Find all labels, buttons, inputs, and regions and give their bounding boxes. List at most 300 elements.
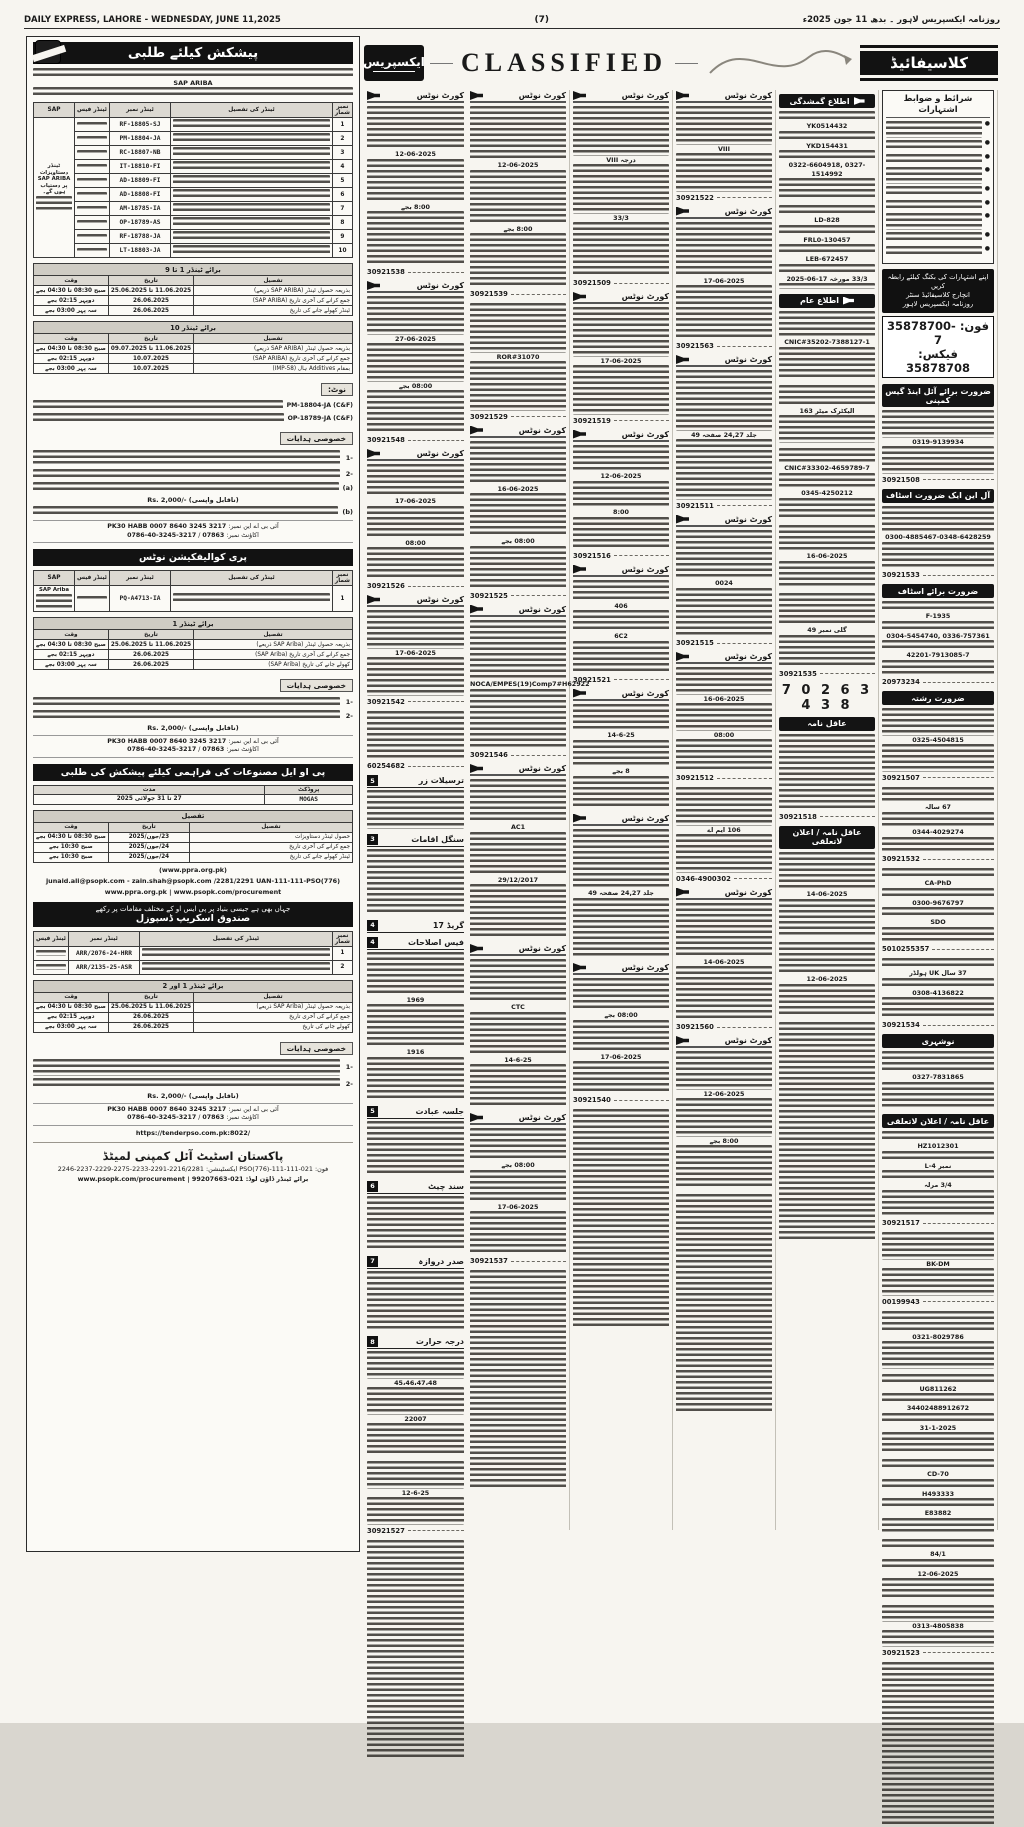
schedule-row [34,852,353,862]
ad-id: 30921534 [882,1021,920,1029]
court-notice-label: کورٹ نوٹس [724,652,772,661]
ad-highlight-text: 16-06-2025 [497,484,539,493]
side-note-code: SAP Ariba [38,587,70,593]
links-line: www.ppra.org.pk | www.psopk.com/procurement [104,887,282,896]
sim-text [886,140,982,151]
ad-id-line [882,1298,994,1306]
sim-text [882,1662,994,1827]
ad-highlight-text: 08:00 بجے [604,1011,638,1019]
sim-text [367,390,464,434]
ad-id-rule [511,416,566,417]
sim-text [882,1459,994,1470]
court-notice-ad [676,207,772,351]
court-notice-header [470,1113,566,1125]
ad-id: 30921533 [882,571,920,579]
ad-id-rule [408,272,464,273]
ad-id-line [779,670,875,678]
court-notice-header [470,426,566,438]
megaphone-icon [676,888,689,897]
sim-text [36,594,72,611]
ad-id-rule [614,679,669,680]
sim-text [573,106,669,156]
sim-text [573,1061,669,1094]
ad-id-line [676,1023,772,1031]
megaphone-icon [573,689,586,698]
court-notice-header [676,355,772,367]
ad-id-rule [923,1301,994,1302]
tender-number-cell: AD-18808-FI [110,188,171,202]
sim-text [779,593,875,626]
sim-text [77,178,107,184]
ad-id-line [573,552,669,560]
tender-number-cell: RF-18788-JA [110,230,171,244]
ad-id: 30921540 [573,1096,611,1104]
sim-text [367,1057,464,1101]
serial-cell: 3 [332,146,352,160]
schedule-date: 11.06.2025 تا 09.07.2025 [108,344,193,354]
sim-text [573,740,669,768]
sim-text [470,1270,566,1490]
schedule-desc: کھولے جانے کی تاریخ (SAP Ariba) [194,660,353,670]
classified-ad [779,385,875,443]
dateline-urdu: روزنامہ ایکسپریس لاہور ۔ بدھ 11 جون 2025ء [802,15,1000,25]
ad-highlight-text: 12-06-2025 [806,975,848,983]
court-notice-header [573,91,669,103]
ad-id: 30921537 [470,1257,508,1265]
court-notice-ad [676,888,772,1032]
ad-id-line [470,413,566,421]
ad-id: 30921535 [779,669,817,678]
classified-ad [882,1232,994,1306]
sim-text [882,1630,994,1647]
sim-text [676,1194,772,1414]
sim-text [882,888,994,899]
court-notice-ad [470,944,566,1108]
category-number-icon: 7 [367,1256,378,1267]
sim-text [882,1559,994,1570]
ad-highlight-text: VIII درجہ [606,155,636,164]
ad-highlight-text: نمبر 4-L [924,1161,952,1170]
ad-highlight-text: 27-06-2025 [395,334,436,343]
sim-text [470,1211,566,1255]
court-notice-label: کورٹ نوٹس [724,91,772,100]
sim-text [882,1413,994,1424]
ad-id: 30921515 [676,639,714,647]
section-banner [882,584,994,598]
court-notice-header [573,963,669,975]
sim-text [779,415,875,443]
ad-id: 30921509 [573,279,611,287]
category-header [367,1256,464,1269]
court-notice-header [470,944,566,956]
ad-id: 30921525 [470,591,508,600]
schedule-desc: بذریعہ حصول ٹینڈر (SAP ARIBA ذریعے) [194,286,353,296]
court-notice-header [573,814,669,826]
tender-number-cell: ARR/2135-25-ASR [69,960,140,974]
category-header [367,1181,464,1194]
classified-ad [367,1540,464,1760]
court-notice-label: کورٹ نوٹس [416,91,464,100]
sim-text [779,385,875,407]
ad-id-rule [717,197,772,198]
schedule-desc: حصول ٹینڈر دستاویزات [189,832,352,842]
terms-bullet-row [886,232,990,243]
contact-phones: فون: 35878700-7 فیکس: 35878708 [882,316,994,378]
schedule-date: 26.06.2025 [108,650,193,660]
schedule-desc: جمع کرانے کی آخری تاریخ (SAP ARIBA) [194,354,353,364]
sim-text [882,542,994,570]
bullet-icon: ● [984,198,990,206]
sim-text [573,704,669,732]
sim-text [882,660,994,677]
ad-id: 00199943 [882,1297,920,1306]
col-fee: ٹینڈر فیس [75,103,110,118]
schedule-date: 26.06.2025 [108,306,193,316]
court-notice-label: کورٹ نوٹس [416,281,464,290]
category-header [367,1106,464,1119]
court-notice-label: کورٹ نوٹس [621,564,669,574]
sim-text [882,1605,994,1622]
sim-text [470,493,566,537]
ad-id-line [367,1527,464,1535]
ad-highlight-text: 14-6-25 [504,1055,532,1064]
sim-text [779,498,875,520]
ad-id-rule [923,1223,994,1224]
court-notice-label: کورٹ نوٹس [416,449,464,458]
schedule-date: 26.06.2025 [108,1022,193,1032]
court-notice-header [676,652,772,664]
ad-highlight-text: CNIC#35202-7388127-1 [784,338,870,346]
sim-text [367,343,464,382]
sim-text [779,984,875,1017]
court-notice-label: کورٹ نوٹس [518,604,566,614]
classified-ad [779,942,875,1017]
classified-ad [779,448,875,520]
ad-id: 30921527 [367,1526,405,1535]
tender-number-cell: IT-18810-FI [110,160,171,174]
ad-id-line [882,945,994,953]
ad-id-line [882,571,994,579]
classified-ad [367,790,464,829]
schedule-time: دوپہر 02:15 بجے [34,1012,109,1022]
court-notice-header [676,91,772,103]
ad-id-line [367,268,464,276]
tender-advertisement: پیشکش کیلئے طلبی SAP ARIBA نمبر شمار ٹینڈر کی تفصیل ٹینڈر نمبر ٹینڈر فیس SAP 1 RF-18805-SJ ٹینڈر دستاویزات SAP ARIBA پر دستیاب ہوں گے۔ 2 PM-18804-JA 3 RC-18807-NB 4 IT-18810-FI 5 AD-18809-FI 6 AD-18808-FI 7 AM-18785-IA 8 OP-18789-AS 9 RF-18788-JA 10 LT-18803-JA برائے ٹینڈر 1 تا 9 تفصیل تاریخ وقت بذریعہ حصول ٹینڈر (SAP ARIBA ذریعے) 11.06.2025 تا 25.06.2025 صبح 08:30 تا 04:30 بجے جمع کرانے کی آخری تاریخ (SAP ARIBA) 26.06.2025 دوپہر 02:15 بجے ٹینڈر کھولے جانے کی تاریخ 26.06.2025 سہ پہر 03:00 بجے برائے ٹینڈر 10 تفصیل تاریخ وقت بذریعہ حصول ٹینڈر (SAP ARIBA ذریعے) 11.06.2025 تا 09.07.2025 صبح 08:30 تا 04:30 بجے جمع کرانے کی آخری تاریخ (SAP ARIBA) 10.07.2025 دوپہر 02:15 بجے بمقام Additives ہال (IMP-58) 10.07.2025 سہ پہر 03:00 بجے نوٹ: PM-18804-JA (C&F) OP-18789-JA (C&F) خصوصی ہدایات -1 -2 (a) Rs. 2,000/- (ناقابل واپسی) (b) آئی بی اے این نمبر: PK30 HABB 0007 8640 3245 3217 اکاؤنٹ نمبر: 0786-40-3245-3217 / 07863 پری کوالیفکیشن نوٹس نمبر شمار ٹینڈر کی تفصیل ٹینڈر نمبر ٹینڈر فیس SAP 1 PQ-A4713-IA SAP Ariba برائے ٹینڈر 1 تفصیل تاریخ وقت بذریعہ حصول ٹینڈر (SAP Ariba ذریعے) 11.06.2025 تا 25.06.2025 صبح 08:30 تا 04:30 بجے جمع کرانے کی آخری تاریخ (SAP Ariba) 26.06.2025 دوپہر 02:15 بجے کھولے جانے کی تاریخ (SAP Ariba) 26.06.2025 سہ پہر 03:00 بجے خصوصی ہدایات -1 -2 Rs. 2,000/- (ناقابل واپسی) آئی بی اے این نمبر: PK30 HABB 0007 8640 3245 3217 اکاؤنٹ نمبر: 0786-40-3245-3217 / 07863 پی او ایل مصنوعات کی فراہمی کیلئے پیشکش کی طلبی پروڈکٹ مدت MOGAS 27 تا 31 جولائی 2025 تفصیل تفصیل تاریخ وقت حصول ٹینڈر دستاویزات 23/جون/2025 صبح 08:30 تا 04:30 بجے جمع کرانے کی آخری تاریخ 24/جون/2025 صبح 10:30 بجے ٹینڈر کھولے جانے کی تاریخ 24/جون/2025 صبح 10:30 بجے (www.ppra.org.pk) junaid.ali@psopk.com - zain.shah@psopk.com /2281/2291 UAN-111-111-PSO(776) www.ppra.org.pk | www.psopk.com/procurement جہاں بھی ہے جیسی بنیاد پر پی ایس او کے مختلف مقامات پر رکھے صندوق اسکریپ ڈسپوزل نمبر شمار ٹینڈر کی تفصیل ٹینڈر نمبر ٹینڈر فیس 1 ARR/2076-24-HRR 2 ARR/2135-25-ASR برائے ٹینڈر 1 اور 2 تفصیل تاریخ وقت بذریعہ حصول ٹینڈر (SAP Ariba ذریعے) 11.06.2025 تا 25.06.2025 صبح 08:30 تا 04:30 بجے جمع کرانے کی آخری تاریخ 26.06.2025 دوپہر 02:15 بجے کھولے جانے کی تاریخ 26.06.2025 سہ پہر 03:00 بجے خصوصی ہدایات -1 -2 Rs. 2,000/- (ناقابل واپسی) آئی بی اے این نمبر: PK30 HABB 0007 8640 3245 3217 اکاؤنٹ نمبر: 0786-40-3245-3217 / 07863 https://tenderpso.com.pk:8022/ پاکستان اسٹیٹ آئل کمپنی لمیٹڈ فون: 021-111-111-PSO(776) ایکسٹینشن: 2216/2281-2291-2233-2275-2229-2237-2246 www.psopk.com/procurement | برائے ٹینڈر ڈاؤن لوڈ: 021-99207663 [26,36,360,1552]
sim-text [882,1170,994,1181]
category-number-icon: 6 [367,1181,378,1192]
schedule-preq: برائے ٹینڈر 1 تفصیل تاریخ وقت بذریعہ حصول ٹینڈر (SAP Ariba ذریعے) 11.06.2025 تا 25.06.2025 صبح 08:30 تا 04:30 بجے جمع کرانے کی آخری تاریخ (SAP Ariba) 26.06.2025 دوپہر 02:15 بجے کھولے جانے کی تاریخ (SAP Ariba) 26.06.2025 سہ پہر 03:00 بجے [33,617,353,670]
megaphone-icon [470,764,483,773]
sim-text [882,1232,994,1260]
ad-highlight-text: SDO [930,918,946,926]
ad-id-line [676,342,772,350]
scrap-table: نمبر شمار ٹینڈر کی تفصیل ٹینڈر نمبر ٹینڈر فیس 1 ARR/2076-24-HRR 2 ARR/2135-25-ASR [33,931,353,975]
sim-text [886,154,982,165]
ad-highlight-text: UG811262 [919,1384,957,1393]
sim-text [882,1432,994,1454]
sim-text [470,620,566,681]
schedule-time: سہ پہر 03:00 بجے [34,306,109,316]
ad-id-line [676,639,772,647]
schedule-tenders-1-9: برائے ٹینڈر 1 تا 9 تفصیل تاریخ وقت بذریعہ حصول ٹینڈر (SAP ARIBA ذریعے) 11.06.2025 تا 25.06.2025 صبح 08:30 تا 04:30 بجے جمع کرانے کی آخری تاریخ (SAP ARIBA) 26.06.2025 دوپہر 02:15 بجے ٹینڈر کھولے جانے کی تاریخ 26.06.2025 سہ پہر 03:00 بجے [33,263,353,316]
sim-text [173,119,330,130]
ad-highlight-text: 0308-4136822 [912,988,964,997]
court-notice-label: کورٹ نوٹس [518,425,566,435]
schedule-desc: بذریعہ حصول ٹینڈر (SAP Ariba ذریعے) [194,1002,353,1012]
sim-text [882,927,994,944]
megaphone-icon [367,595,380,604]
pol-banner: پی او ایل مصنوعات کی فراہمی کیلئے پیشکش کی طلبی [33,764,353,781]
ad-id: 30921542 [367,697,405,706]
ad-id-rule [923,575,994,576]
classified-column [673,90,776,1530]
sim-text [676,1098,772,1137]
sim-text [779,178,875,200]
serial-cell: 10 [332,244,352,258]
ad-id-rule [734,878,772,879]
sim-text [676,703,772,731]
booking-contact-box: اپنے اشتہارات کی بکنگ کیلئے رابطہ کریں انچارج کلاسیفائیڈ سنٹر روزنامہ ایکسپریس لاہور [882,269,994,313]
schedule-desc: جمع کرانے کی آخری تاریخ (SAP ARIBA) [194,296,353,306]
ad-highlight-text: 0322-6604918, 0327-1514992 [788,161,866,178]
court-notice-label: کورٹ نوٹس [621,292,669,301]
ad-highlight-text: 6C2 [614,632,628,640]
schedule-row [34,354,353,364]
category-title: صدر دروازہ [418,1256,464,1266]
description-cell [171,216,333,230]
megaphone-icon [676,652,689,661]
schedule-time: صبح 10:30 بجے [34,852,109,862]
sim-text [367,1540,464,1760]
ad-highlight-text: 84/1 [930,1550,946,1558]
sim-text [573,898,669,959]
section-banner-label: اطلاع عام [800,296,839,305]
sim-text [779,225,875,236]
sim-text [77,220,107,226]
ad-id-rule [923,682,994,683]
section-banner-label: عاقل نامہ / اعلان لاتعلقی [886,1116,990,1126]
bullet-icon: ● [984,212,990,219]
sim-text [882,1518,994,1535]
table-row [34,118,353,132]
sim-text [173,147,330,158]
serial-cell: 1 [332,586,352,612]
schedule-row [34,650,353,660]
section-banner [882,1114,994,1128]
sim-text [470,884,566,939]
ad-highlight-text: 17-06-2025 [395,648,436,657]
category-header [367,1336,464,1349]
ad-id-rule [511,294,566,295]
sim-text [470,1012,566,1056]
description-cell [171,586,333,612]
court-notice-label: کورٹ نوٹس [724,1036,772,1045]
schedule-date: 26.06.2025 [108,296,193,306]
schedule-time: صبح 08:30 تا 04:30 بجے [34,286,109,296]
section-banner-label: ضرورت برائے آئل اینڈ گیس کمپنی [885,386,991,405]
ad-highlight-text: 12-06-2025 [395,150,436,158]
sim-text [77,234,107,240]
ad-id: 30921508 [882,475,920,484]
sim-text [367,1196,464,1251]
ad-highlight-text: ROR#31070 [496,352,540,361]
ad-highlight-text: 406 [614,601,628,610]
fee-cell [75,132,110,146]
ad-highlight-text: 08:00 بجے [501,537,535,545]
sim-text [36,196,72,213]
megaphone-icon [676,355,689,364]
megaphone-icon [367,449,380,458]
sim-text [779,150,875,161]
sim-text [882,997,994,1019]
sim-text [573,1020,669,1053]
ad-id-rule [614,1100,669,1101]
fax-number: 35878708 [905,361,970,375]
sim-text [779,525,875,553]
ad-id-line [882,1649,994,1657]
schedule-desc: جمع کرانے کی آخری تاریخ (SAP Ariba) [194,650,353,660]
court-notice-ad [676,355,772,510]
sim-text [676,222,772,277]
megaphone-icon [676,207,689,216]
ad-highlight-text: 42201-7913085-7 [906,651,970,659]
description-cell [171,118,333,132]
sim-text [367,790,464,829]
description-cell [171,174,333,188]
sim-text [173,189,330,200]
ad-highlight-text: 45،46،47،48 [394,1378,437,1387]
ad-highlight-text: 0344-4029274 [912,828,964,836]
sim-text [77,248,107,254]
bullet-icon: ● [984,120,990,127]
col-side: SAP [34,103,75,118]
tender-fee: Rs. 2,000/- (ناقابل واپسی) [147,495,239,504]
megaphone-icon [676,515,689,524]
sim-text [77,150,107,156]
schedule-tender-10: برائے ٹینڈر 10 تفصیل تاریخ وقت بذریعہ حصول ٹینڈر (SAP ARIBA ذریعے) 11.06.2025 تا 09.07.2025 صبح 08:30 تا 04:30 بجے جمع کرانے کی آخری تاریخ (SAP ARIBA) 10.07.2025 دوپہر 02:15 بجے بمقام Additives ہال (IMP-58) 10.07.2025 سہ پہر 03:00 بجے [33,321,353,374]
ad-id: 30921518 [779,812,817,821]
scrap-banner: جہاں بھی ہے جیسی بنیاد پر پی ایس او کے مختلف مقامات پر رکھے صندوق اسکریپ ڈسپوزل [33,902,353,927]
ad-id-rule [511,755,566,756]
ad-highlight-text: 8:00 بجے [503,224,533,233]
tender-table [33,102,353,258]
ad-id-rule [408,766,464,767]
sim-text [882,506,994,534]
sim-text [779,942,875,975]
court-notice-ad [676,652,772,782]
ad-highlight-text: 08:00 [405,538,426,547]
ad-highlight-text: 14-06-2025 [806,890,848,898]
ad-id: 30921512 [676,774,714,782]
pso-logo [35,40,61,64]
terms-bullet-row [886,213,990,230]
schedule-row [34,640,353,650]
schedule-date: 10.07.2025 [108,354,193,364]
sim-text [77,596,107,602]
express-logo: ایکسپریس [364,45,424,81]
sim-text [882,868,994,879]
ad-id-line [470,1257,566,1265]
ad-id-line [367,436,464,444]
sim-text [882,812,994,829]
ad-id-line [470,751,566,759]
phone-number: 35878700-7 [887,319,956,347]
megaphone-icon [367,281,380,290]
terms-bullet-row [886,246,990,257]
schedule-date: 11.06.2025 تا 25.06.2025 [108,640,193,650]
classified-title-en: CLASSIFIED [460,48,668,77]
section-banner [779,94,875,108]
section-banner-label: عاقل نامہ / اعلان لاتعلقی [792,828,862,846]
megaphone-icon [470,91,483,100]
classified-ad [882,787,994,864]
megaphone-icon [843,297,854,305]
category-number-icon: 4 [367,920,378,931]
schedule-time: صبح 08:30 تا 04:30 بجے [34,344,109,354]
sim-text [173,203,330,214]
court-notice-header [573,565,669,577]
serial-cell: 1 [332,118,352,132]
sim-text [470,441,566,485]
ad-highlight-text: 8 بجے [612,767,630,775]
ad-id-rule [717,643,772,644]
ad-id-rule [717,346,772,347]
court-notice-header [573,430,669,442]
court-notice-ad [470,604,590,760]
court-notice-header [676,515,772,527]
sim-text [367,1271,464,1332]
ad-id-rule [614,420,669,421]
sim-text [882,958,994,969]
sim-text [676,667,772,695]
classified-column [467,90,590,1530]
sim-text [573,978,669,1011]
tender-number-cell: PM-18804-JA [110,132,171,146]
sim-text [367,464,464,497]
classified-ad [779,311,875,380]
sim-text [573,481,669,509]
sim-text [573,641,669,674]
ad-highlight-text: 0321-8029786 [912,1332,964,1341]
table-row [34,160,353,174]
sim-text [779,473,875,490]
ad-id: 30921560 [676,1023,714,1031]
sim-text [367,1004,464,1048]
serial-cell: 7 [332,202,352,216]
schedule-time: دوپہر 02:15 بجے [34,650,109,660]
megaphone-icon [676,1036,689,1045]
sim-text [573,1109,669,1329]
court-notice-header [470,764,566,776]
sim-text [882,1498,994,1509]
sim-text [470,233,566,288]
category-header [367,920,464,933]
schedule-row [34,1022,353,1032]
classified-ad [367,1461,464,1535]
ad-id-line [882,855,994,863]
schedule-time: صبح 08:30 تا 04:30 بجے [34,1002,109,1012]
ad-highlight-text: 1969 [406,995,425,1004]
ad-highlight-text: 3/4 مرلہ [924,1181,952,1189]
section-banner [779,294,875,308]
court-notice-header [367,595,464,607]
classified-ad [882,1539,994,1600]
megaphone-icon [470,605,483,614]
sim-text [779,283,875,289]
ad-id-line [367,698,464,706]
sim-text [779,734,875,811]
classified-ad [367,952,464,1101]
